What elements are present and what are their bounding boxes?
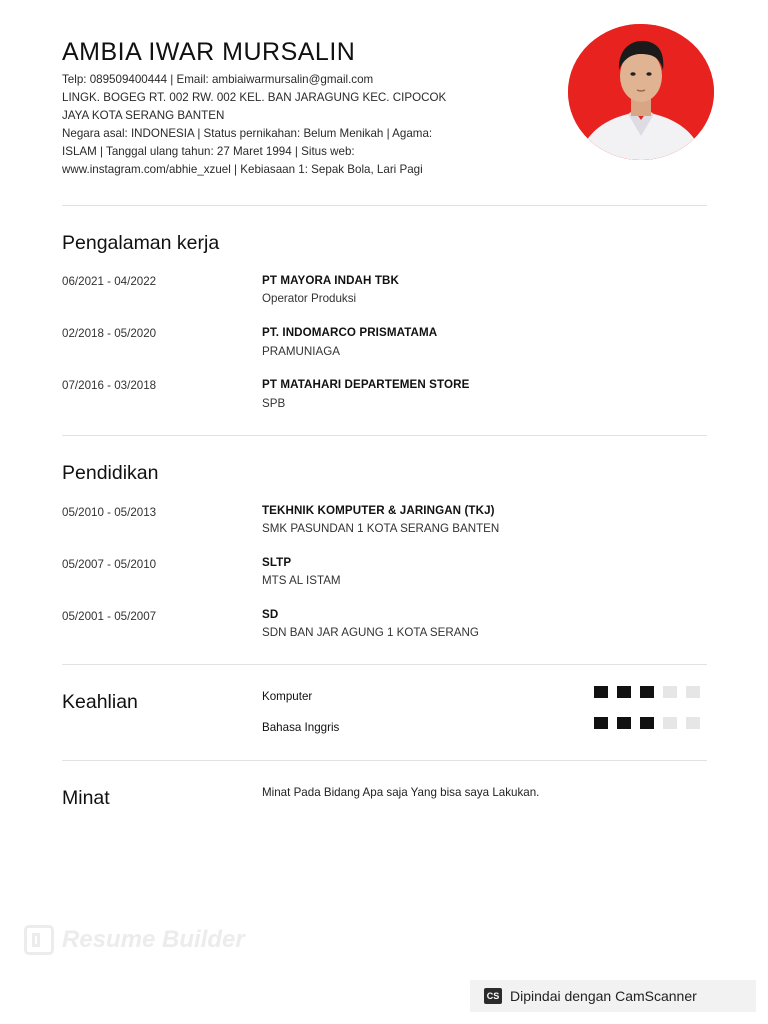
skill-label: Komputer	[262, 690, 313, 703]
rating-square	[663, 686, 677, 698]
education-date: 05/2001 - 05/2007	[62, 610, 157, 623]
experience-role: SPB	[262, 397, 286, 410]
contact-line: LINGK. BOGEG RT. 002 RW. 002 KEL. BAN JARAGUNG KEC. CIPOCOK	[62, 91, 447, 104]
rating-square	[594, 717, 608, 729]
education-school: MTS AL ISTAM	[262, 574, 341, 587]
section-divider	[62, 760, 707, 761]
skill-label: Bahasa Inggris	[262, 721, 340, 734]
contact-line: JAYA KOTA SERANG BANTEN	[62, 109, 225, 122]
section-divider	[62, 205, 707, 206]
education-degree: TEKHNIK KOMPUTER & JARINGAN (TKJ)	[262, 504, 495, 517]
experience-role: PRAMUNIAGA	[262, 345, 340, 358]
experience-heading: Pengalaman kerja	[62, 232, 220, 254]
resume-builder-text: Resume Builder	[62, 926, 245, 953]
interests-text: Minat Pada Bidang Apa saja Yang bisa saya Lakukan.	[262, 786, 540, 799]
full-name: AMBIA IWAR MURSALIN	[62, 38, 356, 66]
education-date: 05/2010 - 05/2013	[62, 506, 157, 519]
camscanner-badge	[470, 980, 756, 1012]
contact-line: www.instagram.com/abhie_xzuel | Kebiasaan 1: Sepak Bola, Lari Pagi	[62, 163, 423, 176]
rating-square	[594, 686, 608, 698]
education-school: SDN BAN JAR AGUNG 1 KOTA SERANG	[262, 626, 479, 639]
section-divider	[62, 664, 707, 665]
rating-square	[617, 717, 631, 729]
rating-square	[686, 686, 700, 698]
skills-heading: Keahlian	[62, 691, 138, 713]
rating-square	[663, 717, 677, 729]
education-heading: Pendidikan	[62, 462, 159, 484]
experience-company: PT. INDOMARCO PRISMATAMA	[262, 326, 438, 339]
skill-rating	[594, 686, 700, 698]
education-school: SMK PASUNDAN 1 KOTA SERANG BANTEN	[262, 522, 500, 535]
skill-rating	[594, 717, 700, 729]
camscanner-text: Dipindai dengan CamScanner	[510, 988, 697, 1004]
interests-heading: Minat	[62, 787, 110, 809]
camscanner-icon: CS	[484, 988, 502, 1004]
education-degree: SLTP	[262, 556, 292, 569]
person-portrait-icon	[568, 24, 714, 160]
experience-role: Operator Produksi	[262, 292, 357, 305]
section-divider	[62, 435, 707, 436]
resume-builder-watermark	[24, 925, 245, 955]
rating-square	[617, 686, 631, 698]
contact-info	[62, 71, 512, 179]
rating-square	[640, 717, 654, 729]
education-date: 05/2007 - 05/2010	[62, 558, 157, 571]
contact-line: ISLAM | Tanggal ulang tahun: 27 Maret 1994 | Situs web:	[62, 145, 355, 158]
experience-date: 07/2016 - 03/2018	[62, 379, 157, 392]
experience-company: PT MAYORA INDAH TBK	[262, 274, 399, 287]
rating-square	[686, 717, 700, 729]
contact-line: Telp: 089509400444 | Email: ambiaiwarmursalin@gmail.com	[62, 73, 374, 86]
rating-square	[640, 686, 654, 698]
experience-date: 02/2018 - 05/2020	[62, 327, 157, 340]
education-degree: SD	[262, 608, 279, 621]
contact-line: Negara asal: INDONESIA | Status pernikahan: Belum Menikah | Agama:	[62, 127, 433, 140]
profile-photo	[568, 24, 714, 160]
experience-company: PT MATAHARI DEPARTEMEN STORE	[262, 378, 470, 391]
resume-builder-icon	[24, 925, 54, 955]
experience-date: 06/2021 - 04/2022	[62, 275, 157, 288]
